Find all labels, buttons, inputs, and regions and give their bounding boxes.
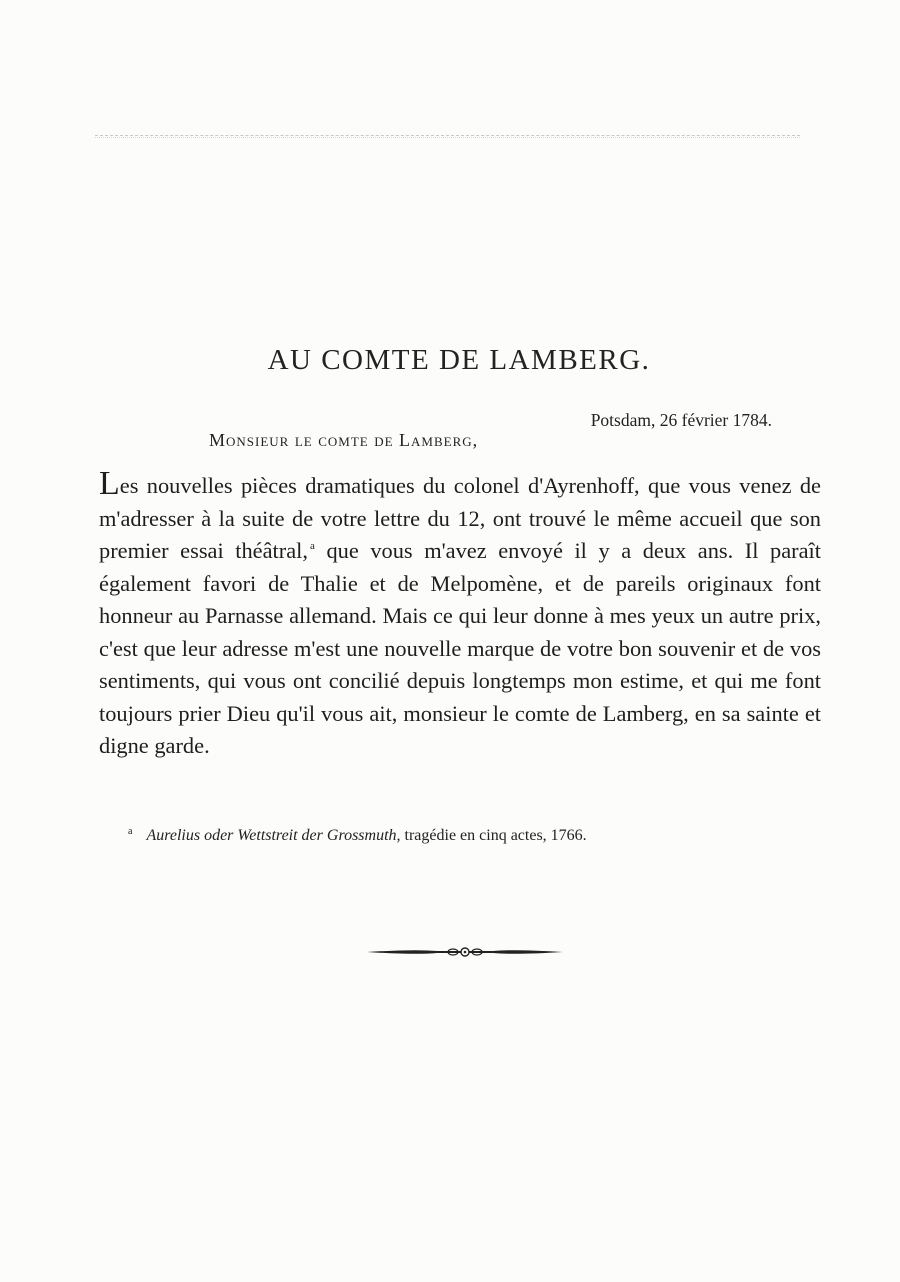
letter-body-part-1: es nouvelles pièces dramatiques du colonel d'Ayrenhoff, que vous venez de m'adresser à la suite de votre lettre du 12, ont trouvé le même accueil que son premier essai théâtral, [99, 473, 821, 563]
letter-body [99, 465, 821, 763]
footnote-description: tragédie en cinq actes, 1766. [400, 827, 587, 844]
letter-title: AU COMTE DE LAMBERG. [267, 344, 651, 376]
salutation: Monsieur le comte de Lamberg, [209, 430, 479, 450]
dateline: Potsdam, 26 février 1784. [590, 410, 772, 430]
footnote [128, 826, 587, 845]
footnote-reference[interactable]: a [310, 540, 315, 552]
footnote-mark: a [128, 826, 133, 837]
top-rule [95, 134, 800, 139]
ornament-divider-icon [365, 945, 565, 959]
footnote-work-title: Aurelius oder Wettstreit der Grossmuth, [146, 827, 401, 844]
letter-body-part-2: que vous m'avez envoyé il y a deux ans. Il paraît également favori de Thalie et de Melpomène, et de pareils originaux font honneur au Parnasse allemand. Mais ce qui leur donne à mes yeux un autre prix, c'est que leur adresse m'est une nouvelle marque de votre bon souvenir et de vos sentiments, qui vous ont concilié depuis longtemps mon estime, et qui me font toujours prier Dieu qu'il vous ait, monsieur le comte de Lamberg, en sa sainte et digne garde. [99, 538, 821, 758]
drop-cap: L [99, 465, 120, 502]
